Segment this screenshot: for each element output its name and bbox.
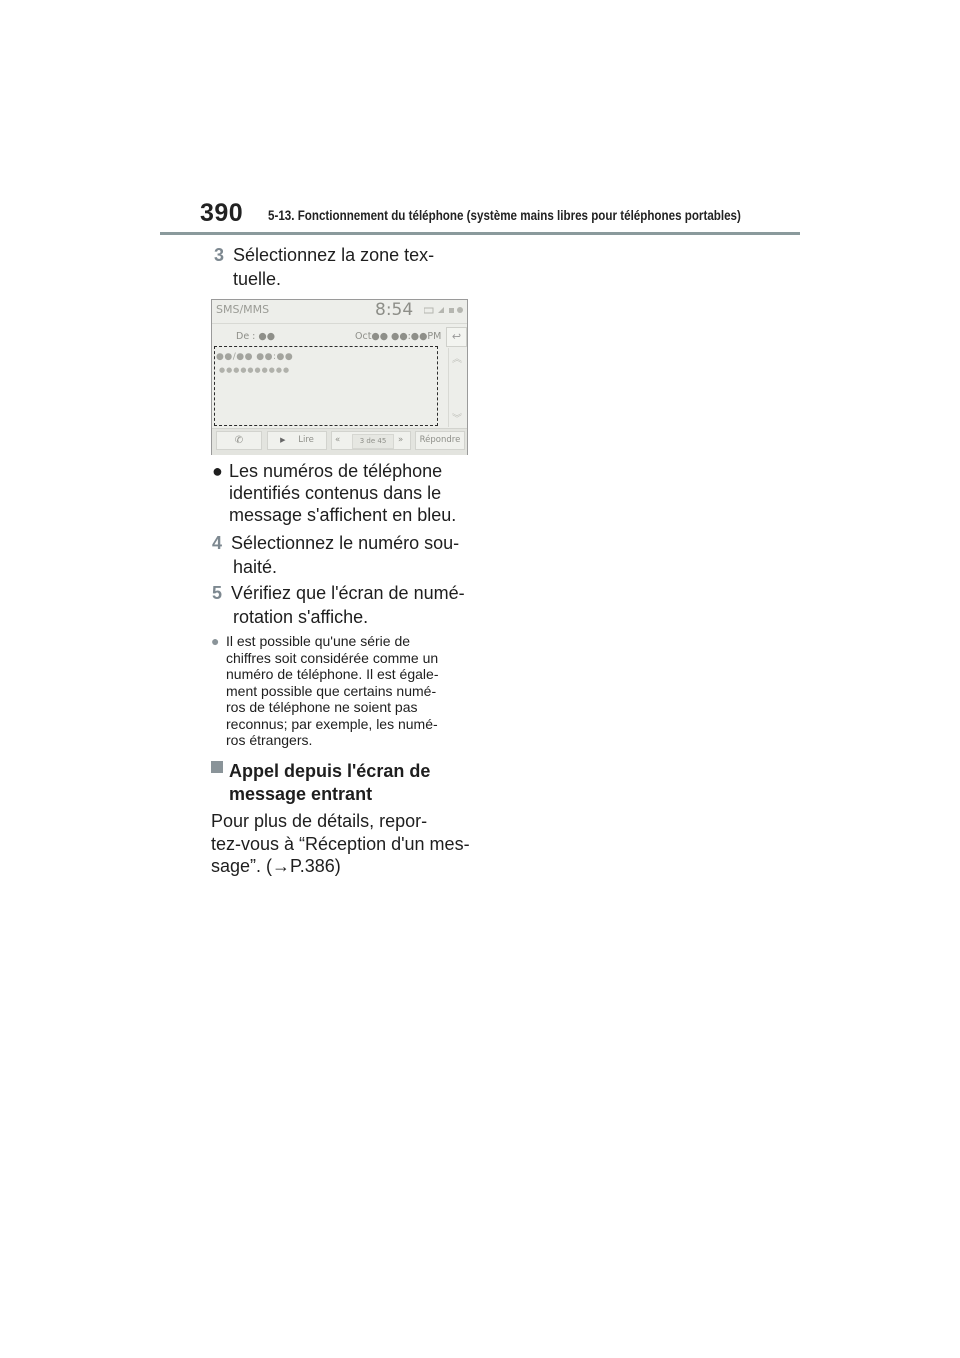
header-rule	[160, 232, 800, 235]
step-text-line2: haité.	[233, 557, 278, 577]
note-line: ment possible que certains numé-	[226, 683, 437, 699]
note-line: ros de téléphone ne soient pas	[226, 699, 418, 715]
note-line: reconnus; par exemple, les numé-	[226, 716, 438, 732]
read-button[interactable]	[267, 431, 327, 450]
screen-clock: 8:54	[375, 300, 414, 320]
back-icon[interactable]: ↩	[446, 327, 467, 347]
message-counter: 3 de 45	[352, 434, 394, 449]
message-body: ●●●●●●●●●●	[219, 366, 291, 374]
step-text-line1: Sélectionnez la zone tex-	[233, 245, 435, 265]
step-5	[212, 582, 465, 604]
next-icon[interactable]: »	[398, 435, 404, 445]
bullet-line2: identifiés contenus dans le	[229, 483, 442, 503]
date-field: Oct●● ●●:●●PM	[355, 331, 442, 342]
step-4	[212, 532, 459, 554]
prev-icon[interactable]: «	[335, 435, 341, 445]
note-line: chiffres soit considérée comme un	[226, 650, 439, 666]
text-area-highlight[interactable]	[214, 346, 438, 426]
screen-title: SMS/MMS	[216, 303, 270, 316]
section-square-icon	[211, 761, 223, 773]
play-icon: ▶	[280, 436, 286, 444]
bullet-line3: message s'affichent en bleu.	[229, 505, 457, 525]
note-line: numéro de téléphone. Il est égale-	[226, 666, 439, 682]
bullet-marker: ●	[212, 461, 223, 481]
sms-screen-illustration	[211, 299, 468, 455]
section-heading-line1: Appel depuis l'écran de	[229, 761, 431, 781]
reply-button[interactable]: Répondre	[415, 431, 465, 450]
message-navigator	[331, 431, 411, 450]
step-number: 3	[214, 245, 225, 265]
para-line1: Pour plus de détails, repor-	[211, 811, 428, 831]
step-text-line1: Vérifiez que l'écran de numé-	[231, 583, 465, 603]
chapter-title: 5-13. Fonctionnement du téléphone (système mains libres pour téléphones portables)	[268, 208, 741, 223]
status-icons	[424, 305, 476, 315]
step-3	[214, 244, 434, 266]
from-field: De : ●●	[236, 331, 275, 342]
note-line: ros étrangers.	[226, 732, 313, 748]
note-bullet-icon: ●	[211, 633, 220, 649]
note-line: Il est possible qu'une série de	[226, 633, 411, 649]
step-number: 4	[212, 533, 223, 553]
scroll-down-icon[interactable]: ︾	[452, 414, 462, 425]
read-label: Lire	[298, 435, 314, 445]
step-text-line2: rotation s'affiche.	[233, 607, 369, 627]
step-text-line1: Sélectionnez le numéro sou-	[231, 533, 460, 553]
step-text-line2: tuelle.	[233, 269, 282, 289]
bullet-line1: Les numéros de téléphone	[229, 461, 443, 481]
para-line2: tez-vous à “Réception d'un mes-	[211, 834, 470, 854]
page-number: 390	[200, 199, 244, 227]
para-line3[interactable]: sage”. (→P.386)	[211, 856, 341, 876]
call-button[interactable]	[216, 431, 262, 450]
step-number: 5	[212, 583, 223, 603]
section-heading-line2: message entrant	[229, 784, 373, 804]
message-header: ●●/●● ●●:●●	[216, 352, 294, 362]
scroll-up-icon[interactable]: ︽	[452, 354, 462, 365]
signal-icon	[424, 305, 464, 315]
phone-icon: ✆	[234, 435, 244, 446]
